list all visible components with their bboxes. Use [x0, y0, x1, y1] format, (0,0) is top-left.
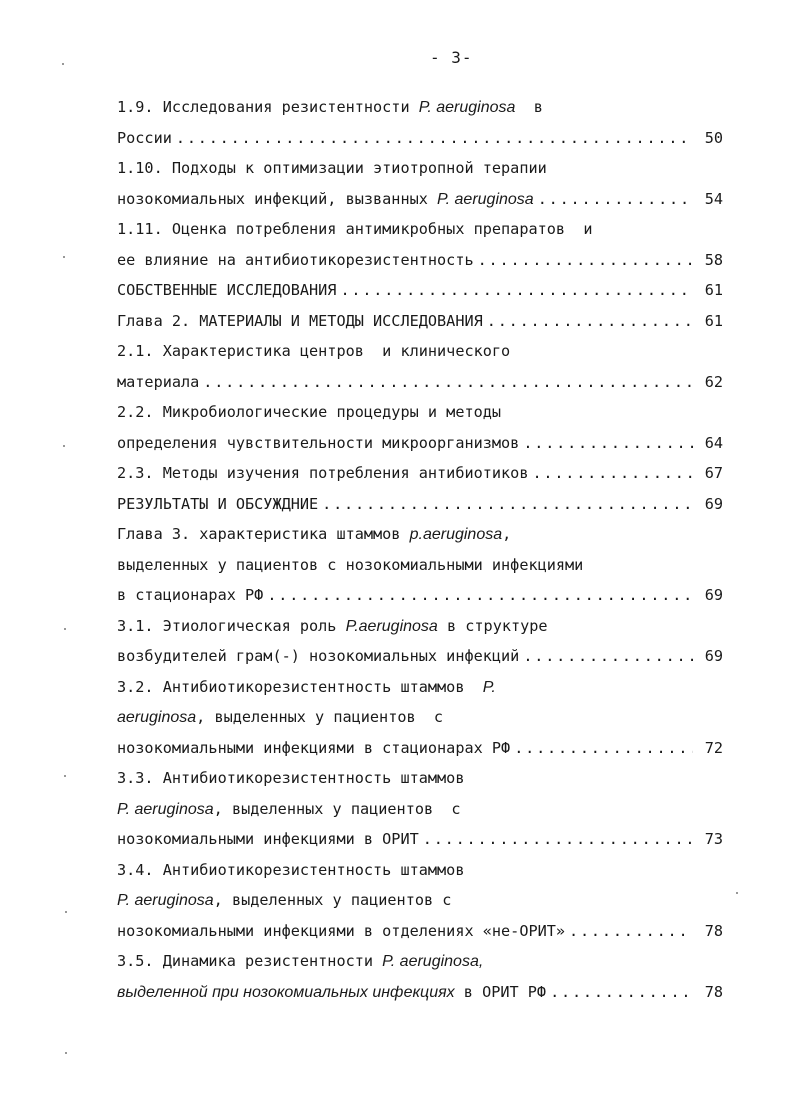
text-segment: 1.9. Исследования резистентности [117, 98, 419, 116]
text-segment: 1.11. Оценка потребления антимикробных препаратов и [117, 220, 593, 238]
italic-text: P. [482, 678, 496, 696]
text-segment: 2.2. Микробиологические процедуры и методы [117, 403, 502, 421]
toc-entry-text [117, 824, 419, 855]
toc-line [117, 641, 723, 672]
text-segment: Глава 2. МАТЕРИАЛЫ И МЕТОДЫ ИССЛЕДОВАНИЯ [117, 311, 483, 330]
table-of-contents [117, 92, 723, 1007]
dot-leader [538, 184, 693, 215]
toc-entry-text [117, 489, 318, 520]
text-segment: материала [117, 372, 200, 391]
text-segment: 2.3. Методы изучения потребления антибиотиков [117, 464, 529, 482]
toc-page-number: 73 [704, 830, 723, 848]
toc-line [117, 977, 723, 1008]
italic-text: P. aeruginosa [117, 800, 214, 818]
dot-leader [322, 489, 693, 520]
toc-entry-text [117, 672, 496, 703]
text-segment: 3.4. Антибиотикорезистентность штаммов [117, 860, 465, 879]
toc-entry-text [117, 611, 548, 642]
toc-entry-text [117, 519, 511, 550]
toc-line [117, 672, 723, 703]
toc-entry-text [117, 336, 510, 367]
toc-line [117, 306, 723, 337]
toc-line [117, 123, 723, 154]
text-segment: РЕЗУЛЬТАТЫ И ОБСУЖДНИЕ [117, 494, 319, 513]
italic-text: P. aeruginosa [418, 99, 516, 116]
toc-line [117, 153, 723, 184]
dot-leader [423, 824, 693, 855]
toc-entry-text [117, 977, 546, 1008]
toc-entry-text [117, 153, 547, 184]
text-segment: в стационарах РФ [117, 586, 264, 604]
toc-line [117, 367, 723, 398]
scan-speck [63, 445, 65, 447]
toc-line [117, 855, 723, 886]
toc-entry-text [117, 946, 483, 977]
text-segment: , выделенных у пациентов с [196, 708, 444, 726]
scan-speck [64, 775, 66, 777]
toc-line [117, 184, 723, 215]
text-segment: в [515, 98, 543, 116]
toc-line [117, 611, 723, 642]
italic-text: aeruginosa [117, 709, 197, 726]
italic-text: p.aeruginosa [409, 526, 503, 543]
toc-line [117, 763, 723, 794]
text-segment: возбудителей грам(-) нозокомиальных инфекций [117, 647, 520, 665]
scan-speck [62, 63, 64, 65]
italic-text: P.aeruginosa [345, 617, 438, 635]
toc-page-number: 78 [704, 921, 723, 940]
toc-page-number: 78 [704, 982, 723, 1001]
toc-line [117, 794, 723, 825]
toc-entry-text [117, 428, 519, 459]
text-segment: выделенных у пациентов с нозокомиальными инфекциями [117, 555, 584, 574]
toc-line [117, 824, 723, 855]
toc-line [117, 275, 723, 306]
toc-line [117, 916, 723, 947]
toc-entry-text [117, 702, 443, 733]
toc-entry-text [117, 92, 543, 123]
text-segment: 3.1. Этиологическая роль [117, 616, 346, 635]
toc-line [117, 336, 723, 367]
toc-entry-text [117, 458, 528, 489]
dot-leader [487, 306, 693, 337]
italic-text: P. aeruginosa [437, 190, 534, 208]
dot-leader [569, 916, 693, 947]
scan-speck [65, 911, 67, 913]
text-segment: 1.10. Подходы к оптимизации этиотропной терапии [117, 159, 547, 177]
italic-text: выделенной при нозокомиальных инфекциях [117, 983, 455, 1001]
page-number: - 3- [430, 48, 473, 67]
toc-entry-text [117, 550, 583, 581]
scan-speck [64, 628, 66, 630]
toc-entry-text [117, 123, 172, 154]
dot-leader [532, 458, 693, 489]
toc-line [117, 550, 723, 581]
toc-entry-text [117, 367, 199, 398]
toc-line [117, 702, 723, 733]
text-segment: нозокомиальными инфекциями в стационарах РФ [117, 738, 511, 757]
text-segment: 3.3. Антибиотикорезистентность штаммов [117, 769, 465, 787]
toc-line [117, 458, 723, 489]
toc-line [117, 733, 723, 764]
dot-leader [523, 641, 693, 672]
toc-entry-text [117, 855, 464, 886]
toc-page-number: 61 [704, 281, 723, 299]
toc-entry-text [117, 184, 534, 215]
text-segment: нозокомиальных инфекций, вызванных [117, 189, 438, 208]
text-segment: в структуре [437, 616, 548, 635]
text-segment: ее влияние на антибиотикорезистентность [117, 250, 474, 269]
toc-entry-text [117, 275, 336, 306]
text-segment: 2.1. Характеристика центров и клинического [117, 342, 511, 360]
dot-leader [523, 428, 693, 459]
toc-page-number: 67 [704, 464, 723, 482]
toc-page-number: 69 [704, 494, 723, 513]
toc-line [117, 92, 723, 123]
toc-page-number: 72 [704, 738, 723, 757]
toc-page-number: 69 [704, 647, 723, 665]
toc-entry-text [117, 641, 519, 672]
toc-entry-text [117, 763, 464, 794]
toc-page-number: 54 [704, 189, 723, 208]
toc-page-number: 50 [704, 128, 723, 147]
text-segment: 3.2. Антибиотикорезистентность штаммов [117, 677, 483, 696]
text-segment: нозокомиальными инфекциями в ОРИТ [117, 830, 419, 848]
scan-speck [65, 1052, 67, 1054]
toc-line [117, 397, 723, 428]
italic-text: P. aeruginosa [117, 892, 214, 909]
toc-line [117, 428, 723, 459]
toc-line [117, 214, 723, 245]
italic-text: P. aeruginosa, [382, 953, 484, 970]
toc-entry-text [117, 214, 592, 245]
toc-page-number: 58 [704, 250, 723, 269]
toc-page-number: 62 [704, 372, 723, 391]
text-segment: СОБСТВЕННЫЕ ИССЛЕДОВАНИЯ [117, 281, 337, 299]
dot-leader [340, 275, 693, 306]
toc-entry-text [117, 580, 263, 611]
toc-line [117, 245, 723, 276]
toc-line [117, 885, 723, 916]
toc-entry-text [117, 306, 483, 337]
toc-page-number: 69 [704, 586, 723, 604]
text-segment: , выделенных у пациентов с [213, 891, 452, 909]
dot-leader [176, 123, 693, 154]
toc-line [117, 519, 723, 550]
toc-entry-text [117, 733, 510, 764]
toc-entry-text [117, 794, 461, 825]
text-segment: Глава 3. характеристика штаммов [117, 525, 410, 543]
text-segment: в ОРИТ РФ [454, 982, 547, 1001]
toc-line [117, 946, 723, 977]
toc-page-number: 64 [704, 433, 723, 452]
dot-leader [267, 580, 693, 611]
text-segment: определения чувствительности микроорганизмов [117, 433, 520, 452]
text-segment: 3.5. Динамика резистентности [117, 952, 383, 970]
dot-leader [550, 977, 693, 1008]
text-segment: нозокомиальными инфекциями в отделениях «не-ОРИТ» [117, 921, 566, 940]
toc-entry-text [117, 245, 474, 276]
toc-line [117, 489, 723, 520]
text-segment: , выделенных у пациентов с [213, 799, 461, 818]
scan-speck [736, 892, 738, 894]
dot-leader [514, 733, 693, 764]
toc-line [117, 580, 723, 611]
toc-page-number: 61 [704, 311, 723, 330]
dot-leader [203, 367, 693, 398]
text-segment: России [117, 128, 172, 147]
dot-leader [478, 245, 693, 276]
toc-entry-text [117, 916, 565, 947]
toc-entry-text [117, 397, 501, 428]
toc-entry-text [117, 885, 451, 916]
text-segment: , [502, 525, 512, 543]
scan-speck [63, 256, 65, 258]
